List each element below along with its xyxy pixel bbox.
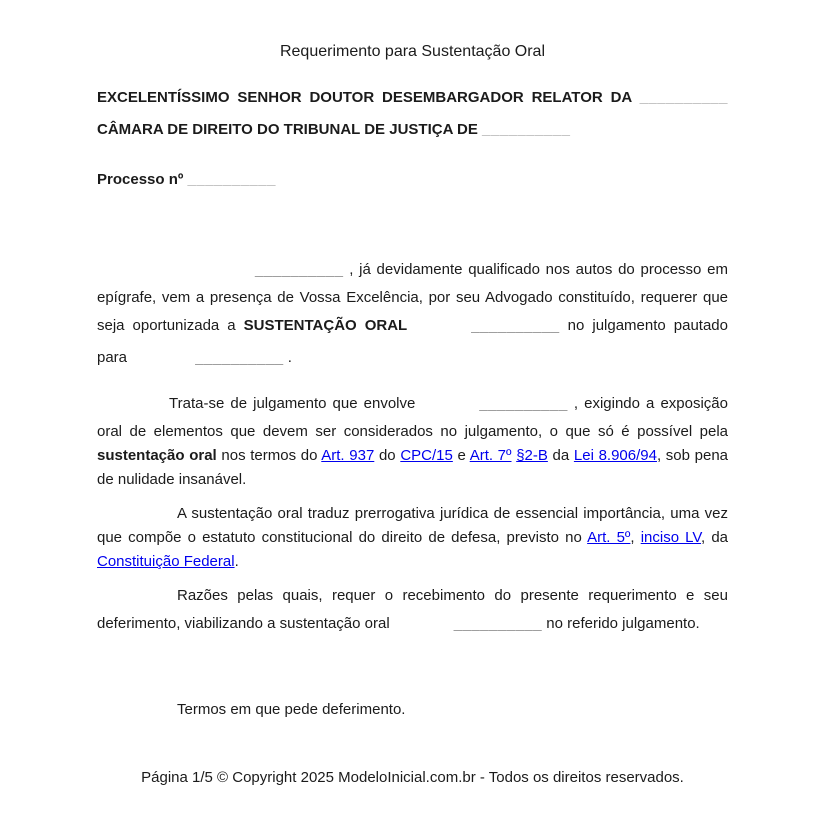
page-footer: Página 1/5 © Copyright 2025 ModeloInicial.com.br - Todos os direitos reservados. bbox=[141, 769, 684, 786]
blank-field: __________ bbox=[482, 121, 571, 138]
law-reference-link[interactable]: §2-B bbox=[516, 447, 548, 464]
law-reference-link[interactable]: inciso LV bbox=[640, 529, 702, 546]
addressee-heading bbox=[97, 82, 728, 146]
blank-field: __________ bbox=[195, 349, 284, 366]
process-number-line bbox=[97, 164, 728, 196]
paragraph-pedido: Razões pelas quais, requer o recebimento do presente requerimento e seu deferimento, viabilizando a sustentação oral __________ no referido julgamento. bbox=[97, 584, 728, 640]
blank-field: __________ bbox=[255, 261, 344, 278]
law-reference-link[interactable]: Art. 7º bbox=[469, 447, 512, 464]
blank-field: __________ bbox=[479, 395, 568, 412]
bold-text: SUSTENTAÇÃO ORAL bbox=[243, 317, 408, 334]
blank-field: __________ bbox=[639, 89, 728, 106]
blank-field: __________ bbox=[453, 615, 543, 632]
paragraph-fundamentacao-constitucional: A sustentação oral traduz prerrogativa jurídica de essencial importância, uma vez que compõe o estatuto constitucional do direito de defesa, previsto no Art. 5º, inciso LV, da Constituição Federal. bbox=[97, 505, 729, 570]
bold-text: Processo nº bbox=[97, 171, 188, 188]
bold-text: CÂMARA DE DIREITO DO TRIBUNAL DE JUSTIÇA DE bbox=[97, 121, 483, 138]
paragraph-qualificacao: __________ , já devidamente qualificado nos autos do processo em epígrafe, vem a presença de Vossa Excelência, por seu Advogado constituído, requerer que seja oportunizada a SUSTENTAÇÃO ORAL __________ no julgamento pautado para __________ . bbox=[97, 254, 728, 374]
paragraph-fundamentacao-legal: Trata-se de julgamento que envolve __________ , exigindo a exposição oral de elementos que devem ser considerados no julgamento, o que só é possível pela sustentação oral nos termos do Art. 937 do CPC/15 e Art. 7º §2-B da Lei 8.906/94, sob pena de nulidade insanável. bbox=[97, 388, 728, 492]
bold-text: sustentação oral bbox=[97, 447, 217, 464]
blank-field: __________ bbox=[471, 317, 560, 334]
law-reference-link[interactable]: Art. 937 bbox=[321, 447, 375, 464]
bold-text: EXCELENTÍSSIMO SENHOR DOUTOR DESEMBARGADOR RELATOR DA bbox=[97, 89, 640, 106]
closing-line: Termos em que pede deferimento. bbox=[177, 701, 406, 718]
document-title: Requerimento para Sustentação Oral bbox=[279, 43, 546, 60]
law-reference-link[interactable]: CPC/15 bbox=[400, 447, 453, 464]
law-reference-link[interactable]: Lei 8.906/94 bbox=[573, 447, 657, 464]
blank-field: __________ bbox=[187, 171, 276, 188]
law-reference-link[interactable]: Art. 5º bbox=[587, 529, 631, 546]
law-reference-link[interactable]: Constituição Federal bbox=[97, 553, 235, 570]
